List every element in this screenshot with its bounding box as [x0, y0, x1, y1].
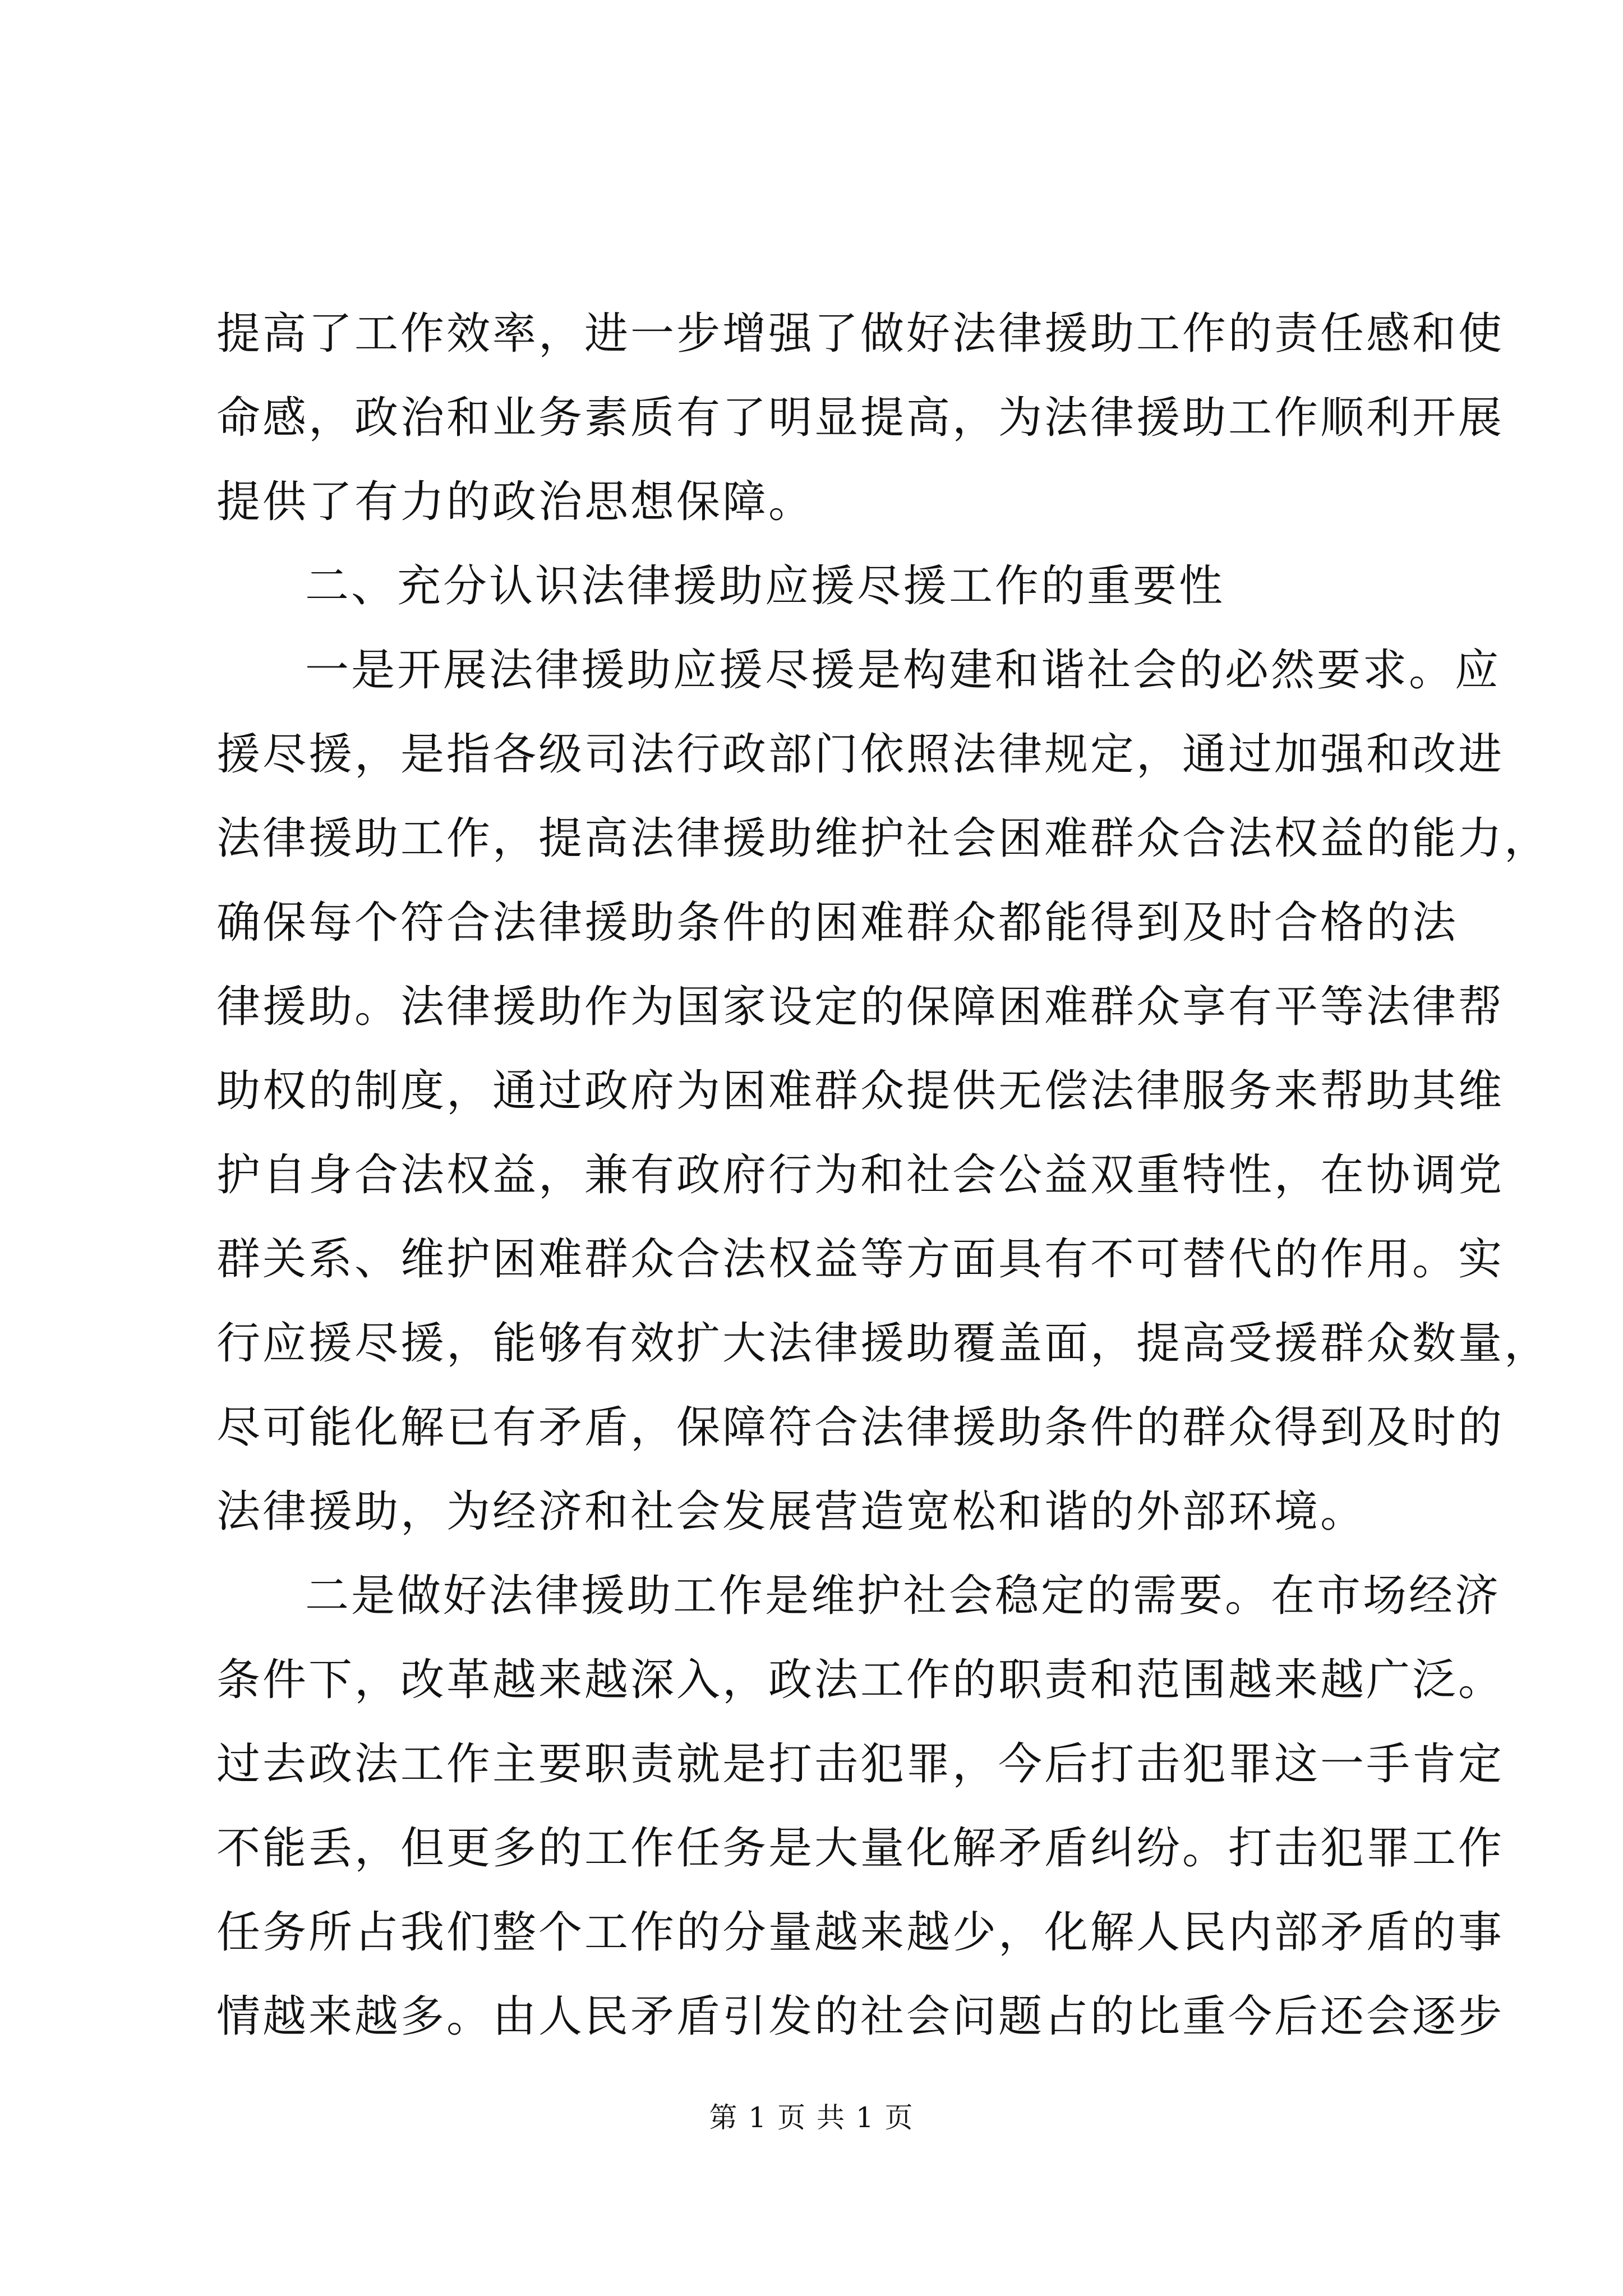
- text-line: 确保每个符合法律援助条件的困难群众都能得到及时合格的法: [216, 898, 1459, 948]
- page-footer: 第 1 页 共 1 页: [709, 2101, 914, 2134]
- section-heading: 二、充分认识法律援助应援尽援工作的重要性: [305, 561, 1225, 611]
- text-line: 尽可能化解已有矛盾，保障符合法律援助条件的群众得到及时的: [216, 1402, 1505, 1453]
- text-line: 法律援助工作，提高法律援助维护社会困难群众合法权益的能力，: [216, 813, 1551, 864]
- text-line: 提高了工作效率，进一步增强了做好法律援助工作的责任感和使: [216, 309, 1505, 359]
- paragraph-start: 二是做好法律援助工作是维护社会稳定的需要。在市场经济: [305, 1571, 1501, 1621]
- text-line: 群关系、维护困难群众合法权益等方面具有不可替代的作用。实: [216, 1234, 1505, 1285]
- text-line: 情越来越多。由人民矛盾引发的社会问题占的比重今后还会逐步: [216, 1991, 1505, 2042]
- text-line: 命感，政治和业务素质有了明显提高，为法律援助工作顺利开展: [216, 393, 1505, 443]
- text-line: 行应援尽援，能够有效扩大法律援助覆盖面，提高受援群众数量，: [216, 1318, 1551, 1369]
- text-line: 条件下，改革越来越深入，政法工作的职责和范围越来越广泛。: [216, 1655, 1505, 1705]
- text-line: 援尽援，是指各级司法行政部门依照法律规定，通过加强和改进: [216, 729, 1505, 780]
- paragraph-start: 一是开展法律援助应援尽援是构建和谐社会的必然要求。应: [305, 645, 1501, 696]
- text-line: 助权的制度，通过政府为困难群众提供无偿法律服务来帮助其维: [216, 1066, 1505, 1116]
- text-line: 提供了有力的政治思想保障。: [216, 477, 815, 527]
- text-line: 任务所占我们整个工作的分量越来越少，化解人民内部矛盾的事: [216, 1907, 1505, 1958]
- text-line: 不能丢，但更多的工作任务是大量化解矛盾纠纷。打击犯罪工作: [216, 1823, 1505, 1874]
- text-line: 律援助。法律援助作为国家设定的保障困难群众享有平等法律帮: [216, 982, 1505, 1032]
- text-line: 法律援助，为经济和社会发展营造宽松和谐的外部环境。: [216, 1487, 1367, 1537]
- text-line: 护自身合法权益，兼有政府行为和社会公益双重特性，在协调党: [216, 1150, 1505, 1200]
- text-line: 过去政法工作主要职责就是打击犯罪，今后打击犯罪这一手肯定: [216, 1739, 1505, 1789]
- body-text: [216, 292, 1551, 2059]
